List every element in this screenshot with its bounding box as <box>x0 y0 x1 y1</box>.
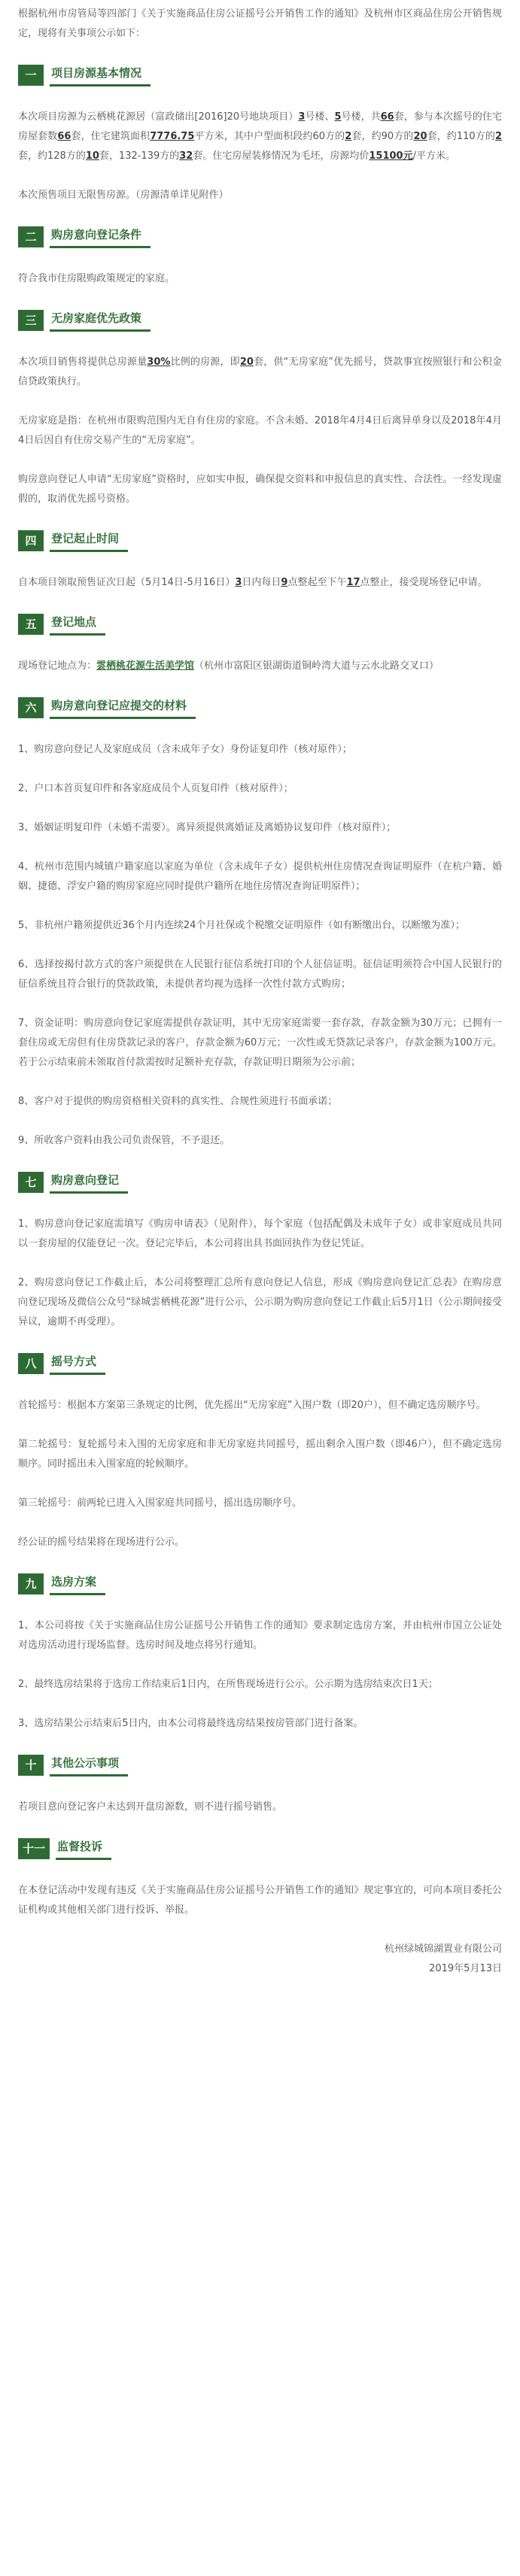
section-number: 四 <box>18 530 44 551</box>
section-number: 九 <box>18 1573 44 1594</box>
section-title: 摇号方式 <box>50 1352 105 1375</box>
section-2-paragraph-1: 符合我市住房限购政策规定的家庭。 <box>18 273 175 284</box>
section-title: 购房意向登记应提交的材料 <box>50 696 196 719</box>
section-heading-5 <box>18 612 502 636</box>
section-7-paragraph-2: 2、购房意向登记工作截止后，本公司将整理汇总所有意向登记人信息，形成《购房意向登记汇总表》在购房意向登记现场及微信公众号“绿城雲栖桃花源”进行公示，公示期为购房意向登记工作截止后5月1日（公示期间接受异议，逾期不再受理）。 <box>18 1277 502 1327</box>
section-10-paragraph-1: 若项目意向登记客户未达到开盘房源数，则不进行摇号销售。 <box>18 1801 283 1813</box>
list-item: 6、选择按揭付款方式的客户须提供在人民银行征信系统打印的个人征信证明。征信证明须符合中国人民银行的征信系统且符合银行的贷款政策，未提供者均视为选择一次性付款方式购房； <box>18 959 502 990</box>
section-number: 三 <box>18 310 44 331</box>
announcement <box>0 5 520 1979</box>
section-8-paragraph-2: 第二轮摇号：复轮摇号未入围的无房家庭和非无房家庭共同摇号，摇出剩余入围户数（即46户），但不确定选房顺序。同时摇出未入围家庭的轮候顺序。 <box>18 1439 502 1470</box>
list-item: 9、所收客户资料由我公司负责保管，不予退还。 <box>18 1135 230 1146</box>
footer-company: 杭州绿城锦湖置业有限公司 <box>384 1943 502 1955</box>
section-heading-7 <box>18 1170 502 1194</box>
section-heading-1 <box>18 63 502 86</box>
section-1-paragraph-2: 本次预售项目无限售房源。（房源清单详见附件） <box>18 190 229 201</box>
section-number: 七 <box>18 1172 44 1193</box>
section-number: 一 <box>18 65 44 86</box>
section-heading-9 <box>18 1572 502 1595</box>
section-number: 六 <box>18 697 44 718</box>
section-number: 二 <box>18 226 44 247</box>
section-title: 无房家庭优先政策 <box>50 308 151 332</box>
section-11-paragraph-1: 在本登记活动中发现有违反《关于实施商品住房公证摇号公开销售工作的通知》规定事宜的，可向本项目委托公证机构或其他相关部门进行投诉、举报。 <box>18 1885 502 1916</box>
section-title: 监督投诉 <box>56 1837 111 1860</box>
intro-text: 根据杭州市房管局等四部门《关于实施商品住房公证摇号公开销售工作的通知》及杭州市区商品住房公开销售规定，现将有关事项公示如下： <box>18 8 502 39</box>
section-title: 购房意向登记 <box>50 1170 128 1194</box>
section-heading-11 <box>18 1837 502 1860</box>
section-4-paragraph-1: 自本项目领取预售证次日起（5月14日-5月16日）3日内每日9点整起至下午17点整止，接受现场登记申请。 <box>18 577 488 588</box>
section-heading-2 <box>18 225 502 248</box>
section-9-paragraph-2: 2、最终选房结果将于选房工作结束后1日内，在所售现场进行公示。公示期为选房结束次日1天； <box>18 1679 438 1690</box>
section-title: 选房方案 <box>50 1572 105 1595</box>
section-8-paragraph-3: 第三轮摇号：前两轮已进入入围家庭共同摇号，摇出选房顺序号。 <box>18 1497 303 1509</box>
section-title: 登记起止时间 <box>50 529 128 552</box>
section-heading-10 <box>18 1753 502 1776</box>
section-9-paragraph-1: 1、本公司将按《关于实施商品住房公证摇号公开销售工作的通知》要求制定选房方案，并由杭州市国立公证处对选房活动进行现场监督。选房时间及地点将另行通知。 <box>18 1620 502 1651</box>
section-3-paragraph-2: 无房家庭是指：在杭州市限购范围内无自有住房的家庭。不含未婚、2018年4月4日后离异单身以及2018年4月4日后因自有住房交易产生的“无房家庭”。 <box>18 415 502 446</box>
list-item: 2、户口本首页复印件和各家庭成员个人页复印件（核对原件）； <box>18 783 293 794</box>
section-3-paragraph-1: 本次项目销售将提供总房源量30%比例的房源，即20套，供“无房家庭”优先摇号，贷款事宜按照银行和公积金信贷政策执行。 <box>18 357 502 387</box>
section-5-paragraph-1: 现场登记地点为：雲栖桃花源生活美学馆（杭州市富阳区银湖街道铜岭湾大道与云水北路交叉口） <box>18 660 439 672</box>
section-title: 购房意向登记条件 <box>50 225 151 248</box>
list-item: 8、客户对于提供的购房资格相关资料的真实性、合规性须进行书面承诺； <box>18 1096 338 1107</box>
section-8-paragraph-1: 首轮摇号：根据本方案第三条规定的比例，优先摇出“无房家庭”入围户数（即20户），但不确定选房顺序号。 <box>18 1400 486 1411</box>
section-3-paragraph-3: 购房意向登记人申请“无房家庭”资格时，应如实申报，确保提交资料和申报信息的真实性、合法性。一经发现虚假的，取消优先摇号资格。 <box>18 474 502 505</box>
section-heading-8 <box>18 1352 502 1375</box>
section-number: 十一 <box>18 1838 50 1859</box>
list-item: 7、资金证明：购房意向登记家庭需提供存款证明，其中无房家庭需要一套存款，存款金额为30万元；已拥有一套住房或无房但有住房贷款记录的客户，存款金额为60万元；一次性或无贷款记录客户，存款金额为100万元。若于公示结束前未领取首付款需按时足额补充存款，存款证明日期须为公示前； <box>18 1018 502 1068</box>
section-8-paragraph-4: 经公证的摇号结果将在现场进行公示。 <box>18 1537 185 1548</box>
list-item: 1、购房意向登记人及家庭成员（含未成年子女）身份证复印件（核对原件）； <box>18 744 352 755</box>
section-number: 五 <box>18 614 44 635</box>
section-number: 八 <box>18 1353 44 1374</box>
list-item: 3、婚姻证明复印件（未婚不需要）。离异须提供离婚证及离婚协议复印件（核对原件）； <box>18 822 397 833</box>
section-heading-6 <box>18 696 502 719</box>
list-item: 5、非杭州户籍须提供近36个月内连续24个月社保或个税缴交证明原件（如有断缴出台，以断缴为准）； <box>18 920 465 931</box>
section-1-paragraph-1: 本次项目房源为云栖桃花源居（富政储出[2016]20号地块项目）3号楼、5号楼，共66套，参与本次摇号的住宅房屋套数66套，住宅建筑面积7776.75平方米，其中户型面积段约60方的2套，约90方的20套，约110方的2套，约128方的10套，132-139方的32套。住宅房屋装修情况为毛坯，房源均价15100元/平方米。 <box>18 111 502 162</box>
section-title: 登记地点 <box>50 612 105 636</box>
section-title: 其他公示事项 <box>50 1753 128 1776</box>
section-number: 十 <box>18 1755 44 1776</box>
section-7-paragraph-1: 1、购房意向登记家庭需填写《购房申请表》（见附件），每个家庭（包括配偶及未成年子女）或非家庭成员共同以一套房屋的仅能登记一次。登记完毕后，本公司将出具书面回执作为登记凭证。 <box>18 1218 502 1249</box>
section-9-paragraph-3: 3、选房结果公示结束后5日内，由本公司将最终选房结果按房管部门进行备案。 <box>18 1718 363 1729</box>
section-heading-4 <box>18 529 502 552</box>
footer-date: 2019年5月13日 <box>429 1963 502 1974</box>
section-heading-3 <box>18 308 502 332</box>
list-item: 4、杭州市范围内城镇户籍家庭以家庭为单位（含未成年子女）提供杭州住房情况查询证明原件（在杭户籍、婚姻、捷德、浮安户籍的购房家庭应同时提供户籍所在地住房情况查询证明原件）； <box>18 861 502 892</box>
section-title: 项目房源基本情况 <box>50 63 151 86</box>
